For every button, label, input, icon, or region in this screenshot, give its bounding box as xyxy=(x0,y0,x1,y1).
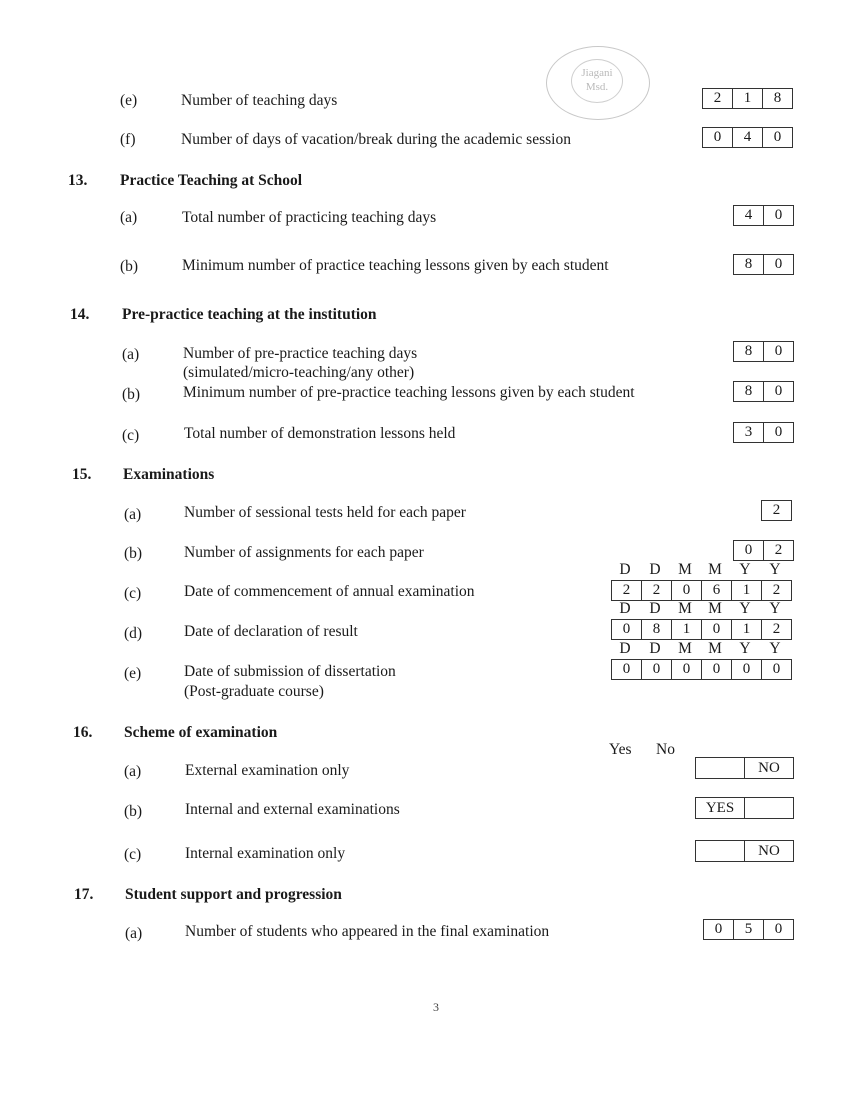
date-format-header xyxy=(610,641,790,657)
section-title-student-support: Student support and progression xyxy=(125,886,342,903)
students-appeared-label: Number of students who appeared in the final examination xyxy=(185,923,550,940)
date-cell: 0 xyxy=(702,620,732,639)
date-cell: 0 xyxy=(732,660,762,679)
date-cell: 2 xyxy=(612,581,642,600)
item-letter: (a) xyxy=(120,209,138,226)
no-cell xyxy=(745,798,793,818)
item-letter: (b) xyxy=(120,258,139,275)
digit-cell: 0 xyxy=(704,920,734,939)
external-only-label: External examination only xyxy=(185,762,350,779)
day-header: D xyxy=(619,561,631,578)
digit-cell: 5 xyxy=(734,920,764,939)
yes-column-header: Yes xyxy=(609,741,632,758)
yes-cell xyxy=(696,758,745,778)
section-number: 13. xyxy=(68,172,88,189)
day-header: D xyxy=(619,600,631,617)
month-header: M xyxy=(708,600,722,617)
pre-practice-days-box xyxy=(733,341,794,362)
date-cell: 2 xyxy=(772,621,781,637)
seal-inner-ring xyxy=(571,59,623,103)
digit-cell: 0 xyxy=(774,921,783,937)
item-letter: (c) xyxy=(124,846,142,863)
digit-cell: 0 xyxy=(774,256,783,272)
digit-cell: 4 xyxy=(734,206,764,225)
item-letter: (c) xyxy=(124,585,142,602)
item-letter: (e) xyxy=(124,665,142,682)
digit-cell: 2 xyxy=(774,542,783,558)
digit-cell: 4 xyxy=(733,128,763,147)
yes-cell: YES xyxy=(696,798,745,818)
vacation-days-box xyxy=(702,127,793,148)
sessional-tests-box xyxy=(761,500,792,521)
day-header: D xyxy=(619,640,631,657)
year-header: Y xyxy=(739,561,751,578)
demonstration-lessons-box xyxy=(733,422,794,443)
pre-practice-days-sublabel: (simulated/micro-teaching/any other) xyxy=(183,364,415,381)
digit-cell: 0 xyxy=(703,128,733,147)
item-letter: (b) xyxy=(124,545,143,562)
teaching-days-box xyxy=(702,88,793,109)
pre-practice-days-label: Number of pre-practice teaching days xyxy=(183,345,418,362)
section-number: 17. xyxy=(74,886,94,903)
digit-cell: 3 xyxy=(734,423,764,442)
date-cell: 0 xyxy=(672,581,702,600)
month-header: M xyxy=(678,600,692,617)
internal-only-yes-no-box xyxy=(695,840,794,862)
min-pre-practice-lessons-box xyxy=(733,381,794,402)
digit-cell: 8 xyxy=(773,90,782,106)
yes-cell xyxy=(696,841,745,861)
item-letter: (b) xyxy=(122,386,141,403)
date-cell: 0 xyxy=(612,620,642,639)
date-cell: 6 xyxy=(702,581,732,600)
digit-cell: 0 xyxy=(773,129,782,145)
section-title-examinations: Examinations xyxy=(123,466,215,483)
digit-cell: 8 xyxy=(734,255,764,274)
month-header: M xyxy=(708,561,722,578)
digit-cell: 0 xyxy=(774,424,783,440)
section-number: 15. xyxy=(72,466,92,483)
institution-seal xyxy=(546,46,650,120)
date-cell: 2 xyxy=(642,581,672,600)
month-header: M xyxy=(678,561,692,578)
date-cell: 0 xyxy=(642,660,672,679)
digit-cell: 8 xyxy=(734,342,764,361)
vacation-days-label: Number of days of vacation/break during the academic session xyxy=(181,131,571,148)
item-letter: (b) xyxy=(124,803,143,820)
sessional-tests-label: Number of sessional tests held for each paper xyxy=(184,504,466,521)
students-appeared-box xyxy=(703,919,794,940)
item-letter: (e) xyxy=(120,92,138,109)
date-cell: 2 xyxy=(772,582,781,598)
date-cell: 0 xyxy=(702,660,732,679)
section-number: 14. xyxy=(70,306,90,323)
result-date-box xyxy=(611,619,792,640)
date-cell: 1 xyxy=(732,581,762,600)
item-letter: (d) xyxy=(124,625,143,642)
month-header: M xyxy=(708,640,722,657)
digit-cell: 0 xyxy=(734,541,764,560)
date-cell: 1 xyxy=(672,620,702,639)
practicing-days-box xyxy=(733,205,794,226)
commencement-date-box xyxy=(611,580,792,601)
year-header: Y xyxy=(769,640,781,657)
digit-cell: 8 xyxy=(734,382,764,401)
date-cell: 1 xyxy=(732,620,762,639)
dissertation-date-sublabel: (Post-graduate course) xyxy=(184,683,324,700)
item-letter: (f) xyxy=(120,131,136,148)
dissertation-date-box xyxy=(611,659,792,680)
dissertation-date-label: Date of submission of dissertation xyxy=(184,663,396,680)
day-header: D xyxy=(649,640,661,657)
section-number: 16. xyxy=(73,724,93,741)
min-pre-practice-lessons-label: Minimum number of pre-practice teaching lessons given by each student xyxy=(183,384,635,401)
practicing-days-label: Total number of practicing teaching days xyxy=(182,209,437,226)
date-cell: 0 xyxy=(672,660,702,679)
commencement-date-label: Date of commencement of annual examination xyxy=(184,583,475,600)
no-cell: NO xyxy=(758,843,780,859)
internal-external-label: Internal and external examinations xyxy=(185,801,400,818)
year-header: Y xyxy=(739,600,751,617)
month-header: M xyxy=(678,640,692,657)
year-header: Y xyxy=(769,561,781,578)
seal-text-line2: Msd. xyxy=(585,81,609,93)
teaching-days-label: Number of teaching days xyxy=(181,92,338,109)
section-title-scheme: Scheme of examination xyxy=(124,724,278,741)
demonstration-lessons-label: Total number of demonstration lessons held xyxy=(184,425,456,442)
item-letter: (a) xyxy=(122,346,140,363)
digit-cell: 2 xyxy=(703,89,733,108)
min-practice-lessons-label: Minimum number of practice teaching lessons given by each student xyxy=(182,257,609,274)
section-title-pre-practice: Pre-practice teaching at the institution xyxy=(122,306,377,323)
external-only-yes-no-box xyxy=(695,757,794,779)
section-title-practice-teaching: Practice Teaching at School xyxy=(120,172,303,189)
item-letter: (c) xyxy=(122,427,140,444)
no-column-header: No xyxy=(656,741,675,758)
seal-text-line1: Jiagani xyxy=(581,67,613,79)
assignments-box xyxy=(733,540,794,561)
digit-cell: 0 xyxy=(774,343,783,359)
day-header: D xyxy=(649,561,661,578)
internal-external-yes-no-box xyxy=(695,797,794,819)
page-number: 3 xyxy=(433,1000,439,1014)
digit-cell: 0 xyxy=(774,207,783,223)
date-cell: 0 xyxy=(612,660,642,679)
no-cell: NO xyxy=(758,760,780,776)
internal-only-label: Internal examination only xyxy=(185,845,346,862)
item-letter: (a) xyxy=(124,763,142,780)
day-header: D xyxy=(649,600,661,617)
date-format-header xyxy=(610,562,790,578)
year-header: Y xyxy=(769,600,781,617)
item-letter: (a) xyxy=(125,925,143,942)
result-date-label: Date of declaration of result xyxy=(184,623,358,640)
assignments-label: Number of assignments for each paper xyxy=(184,544,424,561)
digit-cell: 0 xyxy=(774,383,783,399)
date-cell: 0 xyxy=(772,661,781,677)
digit-cell: 2 xyxy=(772,502,781,518)
min-practice-lessons-box xyxy=(733,254,794,275)
year-header: Y xyxy=(739,640,751,657)
digit-cell: 1 xyxy=(733,89,763,108)
date-cell: 8 xyxy=(642,620,672,639)
date-format-header xyxy=(610,601,790,617)
item-letter: (a) xyxy=(124,506,142,523)
